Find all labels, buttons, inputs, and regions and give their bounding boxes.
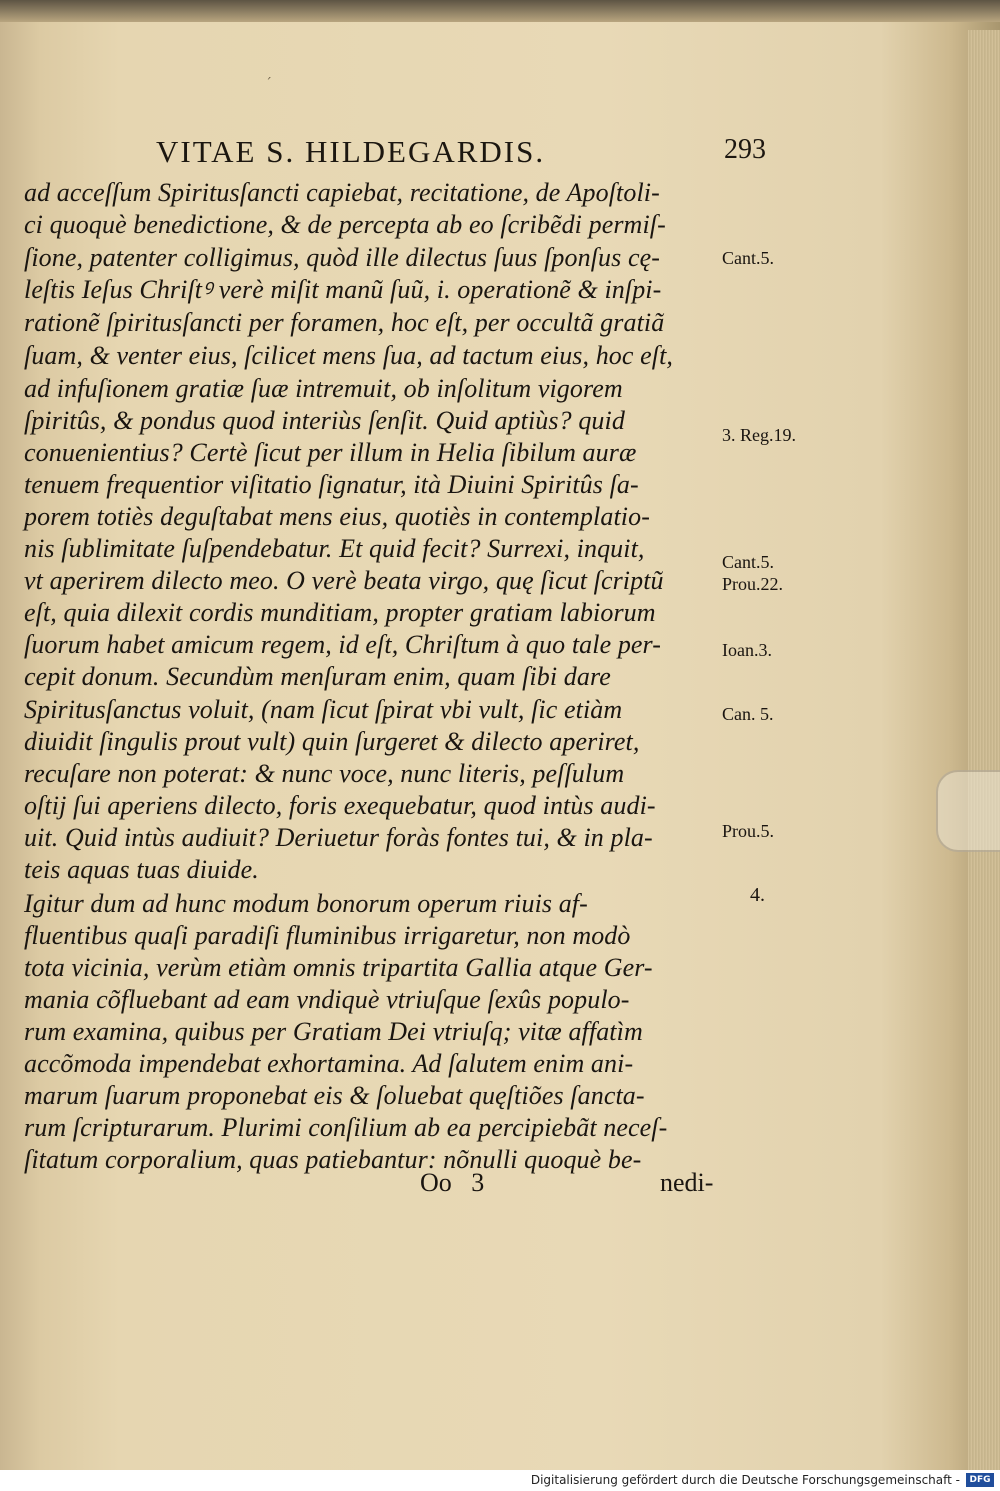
text-line: ad acceſſum Spiritusſancti capiebat, recitatione, de Apoſtoli- bbox=[24, 178, 660, 207]
text-line: diuidit ſingulis prout vult) quin ſurgeret & dilecto aperiret, bbox=[24, 727, 640, 756]
signature-mark: Oo 3 bbox=[420, 1168, 485, 1197]
text-line: uit. Quid intùs audiuit? Deriuetur foràs fontes tui, & in pla- bbox=[24, 823, 653, 852]
text-line: leſtis Ieſus Chriſtꝰ verè miſit manũ ſuũ, i. operationẽ & inſpi- bbox=[24, 275, 662, 304]
dfg-logo: DFG bbox=[966, 1473, 994, 1487]
margin-note: Cant.5. bbox=[722, 248, 774, 268]
text-line: Igitur dum ad hunc modum bonorum operum riuis af- bbox=[24, 889, 588, 918]
text-line: ſitatum corporalium, quas patiebantur: nõnulli quoquè be- bbox=[24, 1145, 642, 1174]
text-line: Spiritusſanctus voluit, (nam ſicut ſpirat vbi vult, ſic etiàm bbox=[24, 695, 623, 724]
text-line: nis ſublimitate ſuſpendebatur. Et quid fecit? Surrexi, inquit, bbox=[24, 534, 645, 563]
page-edge-stack bbox=[968, 30, 1000, 1470]
text-line: ſuam, & venter eius, ſcilicet mens ſua, ad tactum eius, hoc eſt, bbox=[24, 341, 674, 370]
page-header bbox=[156, 134, 766, 174]
text-line: ſuorum habet amicum regem, id eſt, Chriſtum à quo tale per- bbox=[24, 630, 662, 659]
text-line: ſpiritûs, & pondus quod interiùs ſenſit. Quid aptiùs? quid bbox=[24, 406, 625, 435]
text-line: conuenientius? Certè ſicut per illum in Helia ſibilum auræ bbox=[24, 438, 637, 467]
text-line: eſt, quia dilexit cordis munditiam, propter gratiam labiorum bbox=[24, 598, 656, 627]
text-line: fluentibus quaſi paradiſi fluminibus irrigaretur, non modò bbox=[24, 921, 631, 950]
page-number: 293 bbox=[724, 134, 766, 165]
text-line: teis aquas tuas diuide. bbox=[24, 855, 259, 884]
text-line: rationẽ ſpiritusſancti per foramen, hoc eſt, per occultã gratiã bbox=[24, 308, 665, 337]
text-line: recuſare non poterat: & nunc voce, nunc literis, peſſulum bbox=[24, 759, 625, 788]
catchword: nedi- bbox=[660, 1168, 714, 1197]
text-line: ci quoquè benedictione, & de percepta ab eo ſcribẽdi permiſ- bbox=[24, 210, 666, 239]
text-line: ad infuſionem gratiæ ſuæ intremuit, ob inſolitum vigorem bbox=[24, 374, 623, 403]
text-line: tota vicinia, verùm etiàm omnis tripartita Gallia atque Ger- bbox=[24, 953, 653, 982]
text-line: cepit donum. Secundùm menſuram enim, quam ſibi dare bbox=[24, 662, 611, 691]
page-clip bbox=[936, 770, 1000, 852]
margin-note: Cant.5. bbox=[722, 552, 774, 572]
paragraph-number: 4. bbox=[750, 884, 765, 906]
page-top-shadow bbox=[0, 0, 1000, 22]
credit-text: Digitalisierung gefördert durch die Deutsche Forschungsgemeinschaft - bbox=[530, 1473, 960, 1487]
text-line: ſione, patenter colligimus, quòd ille dilectus ſuus ſponſus cę- bbox=[24, 243, 660, 272]
text-line: tenuem frequentior viſitatio ſignatur, ità Diuini Spiritûs ſa- bbox=[24, 470, 639, 499]
margin-note: Can. 5. bbox=[722, 704, 774, 724]
text-line: vt aperirem dilecto meo. O verè beata virgo, quę ſicut ſcriptũ bbox=[24, 566, 664, 595]
text-line: rum ſcripturarum. Plurimi conſilium ab ea percipiebãt neceſ- bbox=[24, 1113, 668, 1142]
text-line: mania cõfluebant ad eam vndiquè vtriuſque ſexûs populo- bbox=[24, 985, 630, 1014]
text-line: porem totiès deguſtabat mens eius, quotiès in contemplatio- bbox=[24, 502, 650, 531]
credit-bar bbox=[0, 1470, 1000, 1491]
text-line: marum ſuarum proponebat eis & ſoluebat quęſtiões ſancta- bbox=[24, 1081, 645, 1110]
margin-note: Ioan.3. bbox=[722, 640, 772, 660]
text-line: accõmoda impendebat exhortamina. Ad ſalutem enim ani- bbox=[24, 1049, 634, 1078]
ink-speck: ˊ bbox=[265, 76, 272, 92]
margin-note: 3. Reg.19. bbox=[722, 425, 796, 445]
text-line: oſtij ſui aperiens dilecto, foris exequebatur, quod intùs audi- bbox=[24, 791, 656, 820]
running-title: VITAE S. HILDEGARDIS. bbox=[156, 134, 546, 169]
text-line: rum examina, quibus per Gratiam Dei vtriuſq; vitæ affatìm bbox=[24, 1017, 643, 1046]
margin-note: Prou.22. bbox=[722, 574, 784, 594]
margin-note: Prou.5. bbox=[722, 821, 775, 841]
